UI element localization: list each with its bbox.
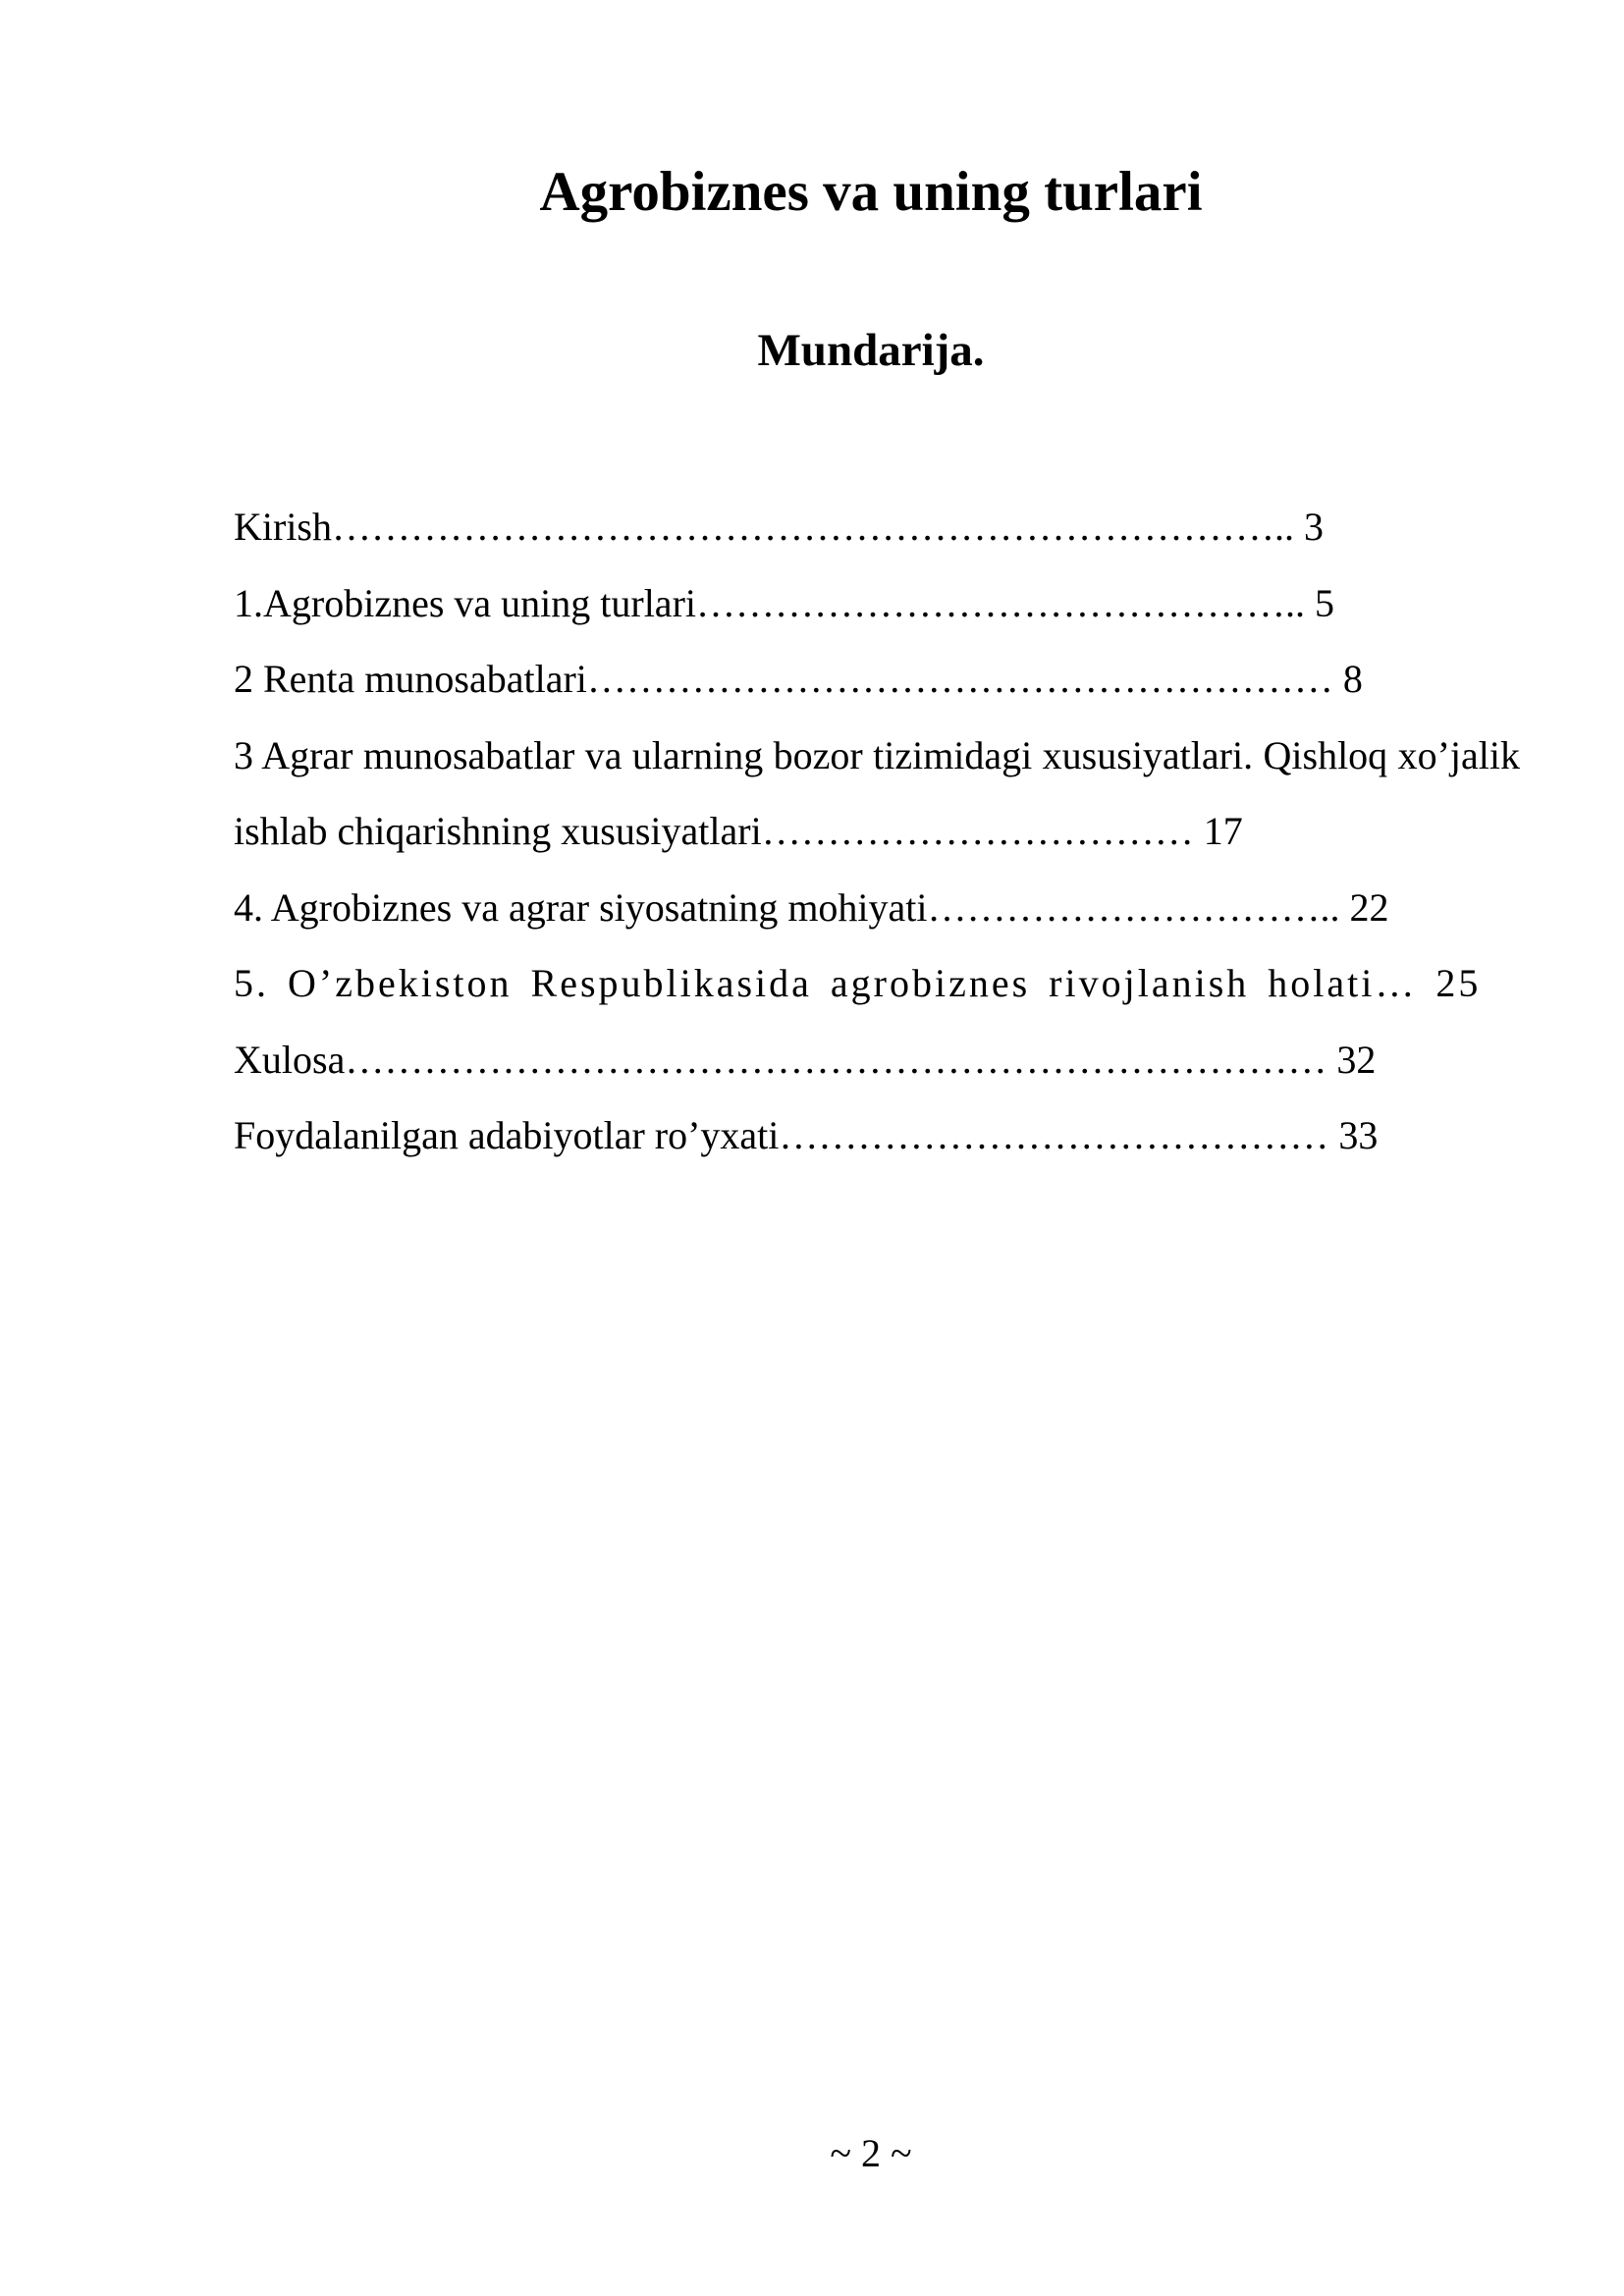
table-of-contents <box>234 489 1520 1174</box>
toc-entry-xulosa: Xulosa………………………………………………………………… 32 <box>234 1037 1377 1082</box>
toc-entry-kirish: Kirish……………………………………………………………….. 3 <box>234 505 1324 549</box>
toc-heading: Mundarija. <box>757 325 985 376</box>
toc-entry-renta: 2 Renta munosabatlari………………………………………………… 8 <box>234 657 1363 701</box>
document-title: Agrobiznes va uning turlari <box>539 161 1203 223</box>
toc-entry-agrar-siyosat: 4. Agrobiznes va agrar siyosatning mohiyati………………………….. 22 <box>234 884 1389 930</box>
toc-entry-agrar-munosabatlar: 3 Agrar munosabatlar va ularning bozor tizimidagi xususiyatlari. Qishloq xo’jalik ishlab chiqarishning xususiyatlari…………………………… 17 <box>234 732 1520 853</box>
toc-entry-uzbekiston: 5. O’zbekiston Respublikasida agrobiznes rivojlanish holati… 25 <box>234 961 1482 1005</box>
toc-entry-adabiyotlar: Foydalanilgan adabiyotlar ro’yxati…………………………………… 33 <box>234 1113 1379 1157</box>
toc-entry-agrobiznes-turlari: 1.Agrobiznes va uning turlari……………………………………….. 5 <box>234 580 1334 625</box>
page-number: ~ 2 ~ <box>830 2131 912 2175</box>
